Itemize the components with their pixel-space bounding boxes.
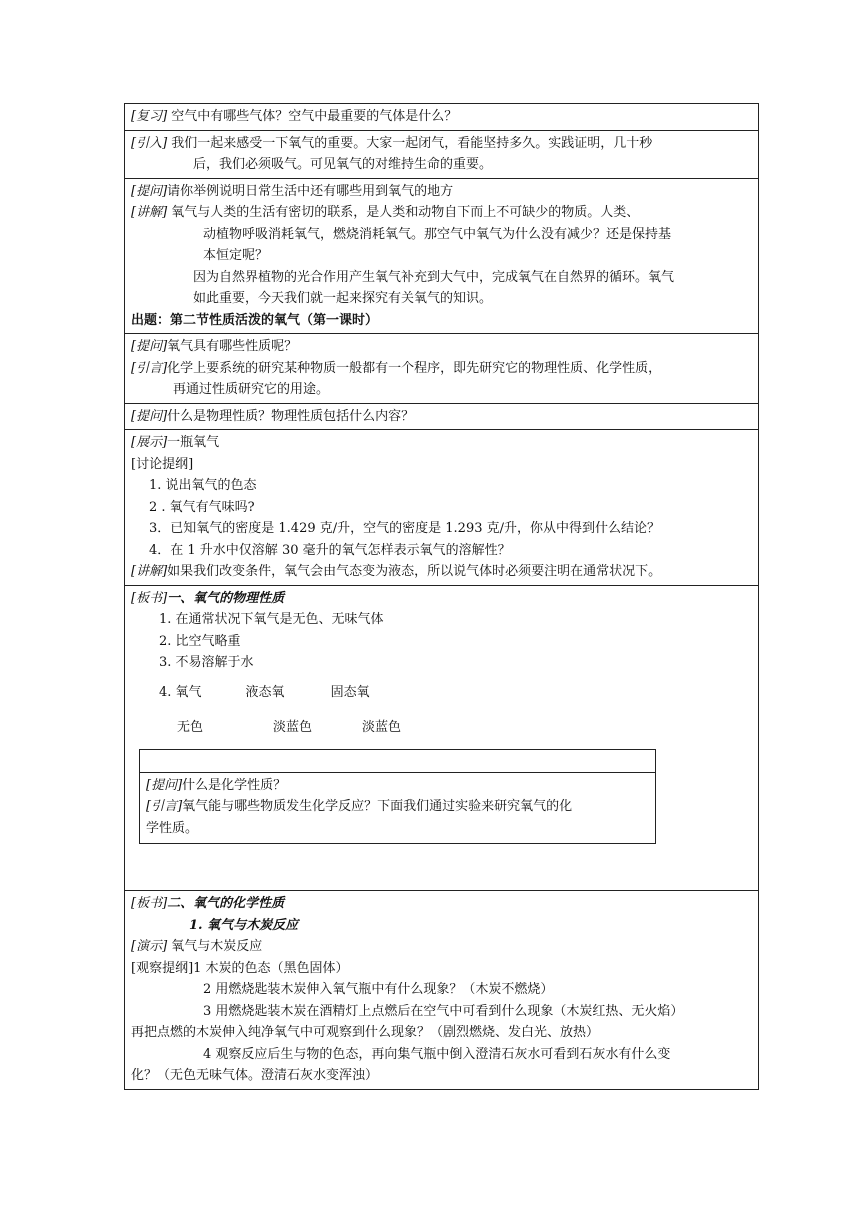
- observe-3b: 再把点燃的木炭伸入纯净氧气中可观察到什么现象？（剧烈燃烧、发白光、放热）: [131, 1025, 600, 1040]
- lesson-plan-table: [124, 103, 759, 1090]
- inner-question-text: 什么是化学性质？: [182, 777, 287, 793]
- explain-text-5: 如此重要，今天我们就一起来探究有关氧气的知识。: [193, 291, 493, 306]
- tag-explain-2: [讲解]: [131, 564, 168, 579]
- tag-board-2: [板书]: [131, 896, 168, 911]
- tag-question-2: [提问]: [131, 339, 168, 354]
- review-row: [125, 104, 758, 131]
- question-row-1: [125, 179, 758, 334]
- tag-explain: [讲解]: [131, 205, 168, 220]
- question-text: 请你举例说明日常生活中还有哪些用到氧气的地方: [167, 183, 454, 199]
- color-liquid: 淡蓝色: [273, 720, 313, 735]
- tag-demo: [演示]: [131, 939, 168, 954]
- inner-box: [139, 749, 656, 845]
- discussion-q1: 1. 说出氧气的色态: [149, 478, 257, 493]
- physical-point-3: 3. 不易溶解于水: [159, 655, 254, 670]
- tag-review: [复习]: [131, 109, 168, 124]
- explain-text-4: 因为自然界植物的光合作用产生氧气补充到大气中，完成氧气在自然界的循环。氧气: [193, 269, 675, 285]
- question-2-text: 氧气具有哪些性质呢？: [167, 339, 298, 354]
- physical-point-1: 1. 在通常状况下氧气是无色、无味气体: [159, 612, 384, 627]
- board-row-chemical: [125, 891, 758, 1089]
- tag-display: [展示]: [131, 435, 168, 450]
- display-text: 一瓶氧气: [167, 435, 220, 450]
- color-oxygen: 无色: [177, 720, 204, 735]
- tag-board: [板书]: [131, 590, 168, 606]
- observe-2: 2 用燃烧匙装木炭伸入氧气瓶中有什么现象？（木炭不燃烧）: [203, 982, 554, 997]
- inner-preface-text-1: 氧气能与哪些物质发生化学反应？下面我们通过实验来研究氧气的化: [182, 799, 573, 814]
- inner-preface-text-2: 学性质。: [146, 820, 199, 836]
- state-solid: 固态氧: [330, 684, 370, 700]
- physical-point-2: 2. 比空气略重: [159, 633, 241, 649]
- observe-4b: 化？（无色无味气体。澄清石灰水变浑浊）: [131, 1068, 379, 1083]
- tag-question-4: [提问]: [146, 777, 183, 793]
- review-text: 空气中有哪些气体？空气中最重要的气体是什么？: [167, 109, 458, 124]
- state-liquid: 液态氧: [245, 684, 285, 700]
- observe-4: 4 观察反应后生与物的色态，再向集气瓶中倒入澄清石灰水可看到石灰水有什么变: [203, 1046, 671, 1062]
- board-title-physical: 一、氧气的物理性质: [167, 590, 285, 606]
- discussion-q3: 3．已知氧气的密度是 1.429 克/升，空气的密度是 1.293 克/升，你从中得到什么结论？: [149, 521, 660, 536]
- tag-question: [提问]: [131, 183, 168, 199]
- question-row-2: [125, 333, 758, 404]
- observe-1: [观察提纲]1 木炭的色态（黑色固体）: [131, 960, 349, 976]
- display-row: [125, 430, 758, 586]
- intro-row: [125, 131, 758, 179]
- preface-text-2: 再通过性质研究它的用途。: [173, 382, 330, 397]
- question-3-text: 什么是物理性质？物理性质包括什么内容？: [167, 408, 415, 424]
- explain-2-text: 如果我们改变条件，氧气会由气态变为液态，所以说气体时必须要注明在通常状况下。: [167, 564, 662, 579]
- board-row-physical: [125, 586, 758, 892]
- observe-3: 3 用燃烧匙装木炭在酒精灯上点燃后在空气中可看到什么现象（木炭红热、无火焰）: [203, 1003, 684, 1019]
- explain-text-1: 氧气与人类的生活有密切的联系，是人类和动物自下而上不可缺少的物质。人类、: [167, 205, 640, 220]
- tag-preface-2: [引言]: [146, 799, 183, 814]
- question-row-3: [125, 404, 758, 431]
- chemical-subtitle: 1. 氧气与木炭反应: [189, 917, 299, 933]
- explain-text-3: 本恒定呢？: [203, 248, 269, 263]
- intro-text-2: 后，我们必须吸气。可见氧气的对维持生命的重要。: [193, 157, 493, 172]
- preface-text-1: 化学上要系统的研究某种物质一般都有一个程序，即先研究它的物理性质、化学性质，: [167, 360, 662, 376]
- discussion-outline: [讨论提纲]: [131, 456, 194, 472]
- board-title-chemical: 二、氧气的化学性质: [167, 896, 285, 911]
- lesson-title: 出题：第二节性质活泼的氧气（第一课时）: [131, 312, 379, 328]
- tag-question-3: [提问]: [131, 408, 168, 424]
- tag-preface: [引言]: [131, 360, 168, 376]
- intro-text-1: 我们一起来感受一下氧气的重要。大家一起闭气，看能坚持多久。实践证明，几十秒: [167, 135, 653, 151]
- inner-box-empty-cell: [140, 750, 655, 773]
- state-oxygen: 4. 氧气: [159, 684, 202, 700]
- tag-intro: [引入]: [131, 135, 168, 151]
- discussion-q2: 2 . 氧气有气味吗?: [149, 499, 255, 515]
- color-solid: 淡蓝色: [362, 720, 402, 735]
- explain-text-2: 动植物呼吸消耗氧气，燃烧消耗氧气。那空气中氧气为什么没有减少？还是保持基: [203, 226, 672, 242]
- demo-text: 氧气与木炭反应: [167, 939, 263, 954]
- discussion-q4: 4．在 1 升水中仅溶解 30 毫升的氧气怎样表示氧气的溶解性？: [149, 542, 511, 558]
